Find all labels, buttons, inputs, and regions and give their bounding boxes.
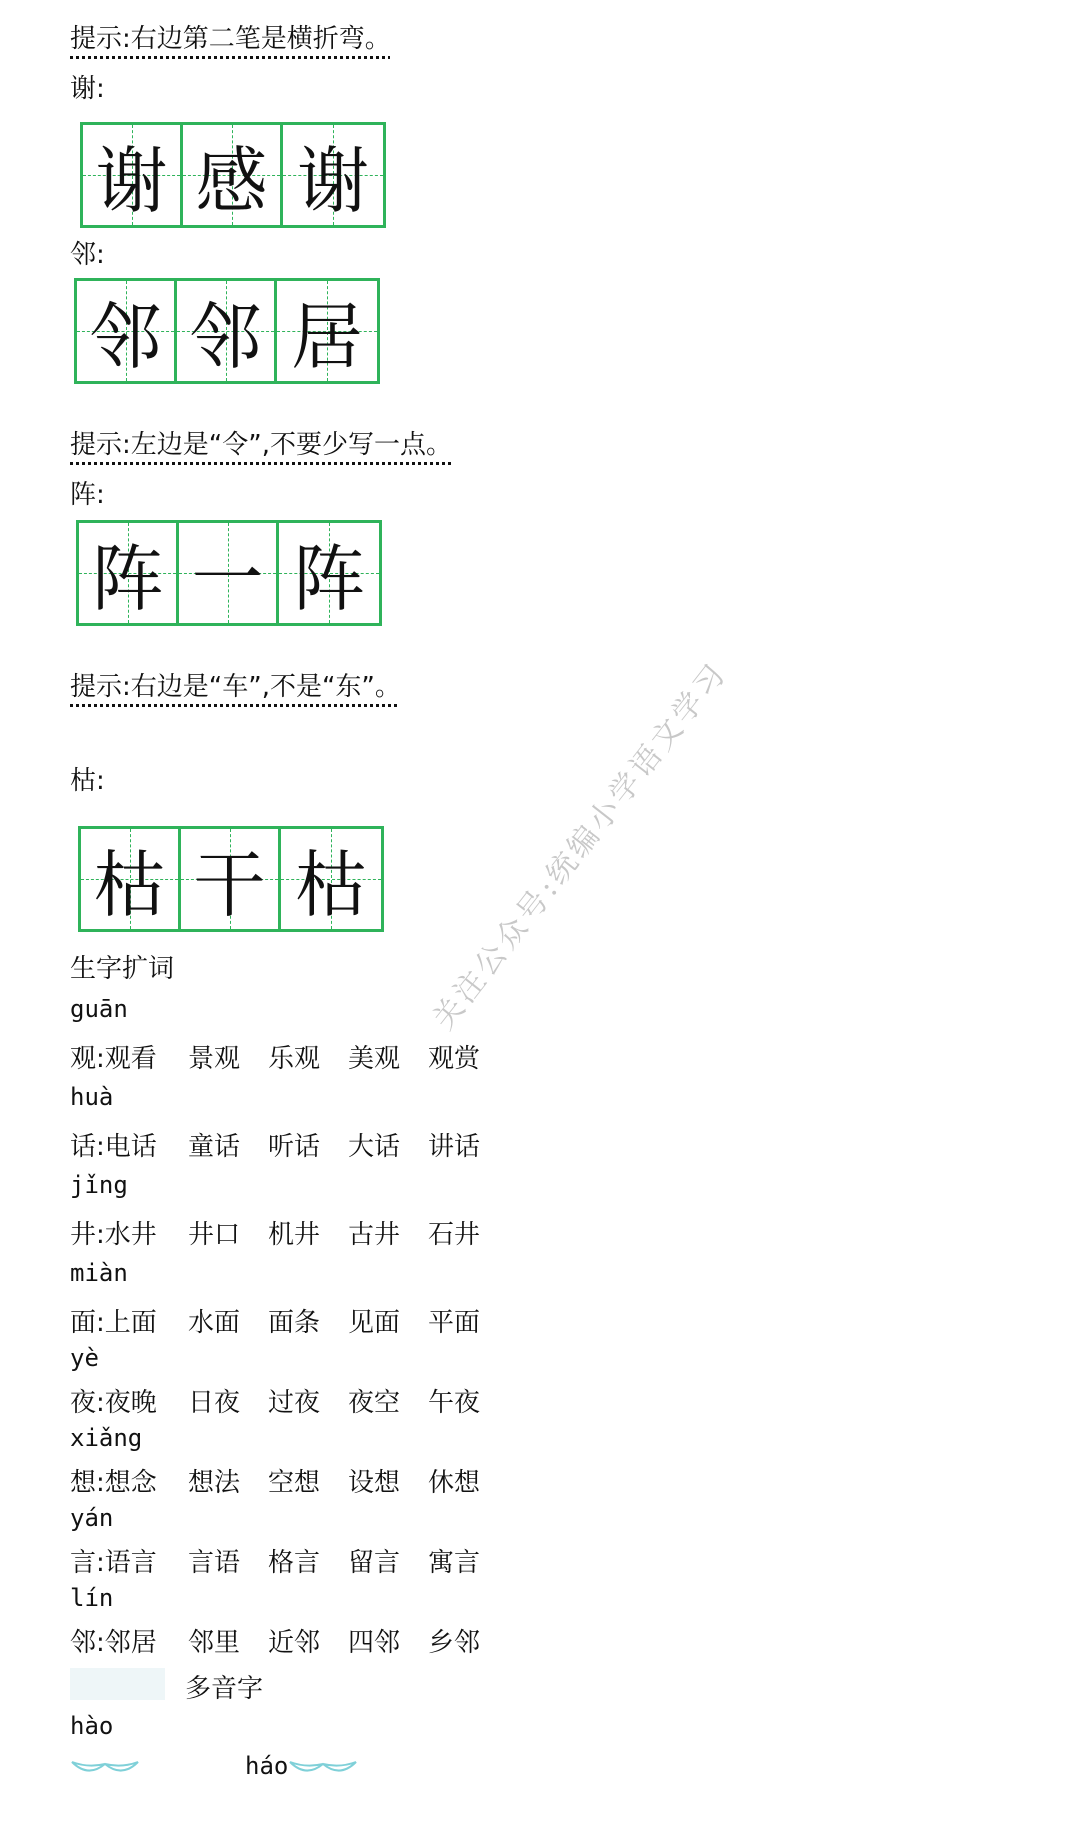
grid-char: 一	[191, 537, 264, 621]
grid-char: 感	[195, 139, 268, 223]
vocab-word: 夜空	[348, 1388, 401, 1418]
vocab-word: 观赏	[428, 1044, 481, 1074]
vocab-row-ye	[70, 1382, 508, 1419]
tianzige-xie	[80, 122, 386, 228]
grid-char: 居	[290, 295, 363, 379]
hint-2: 提示:左边是“令”,不要少写一点。	[70, 430, 452, 460]
grid-cell	[181, 829, 281, 929]
vocab-word: 童话	[188, 1132, 241, 1162]
vocab-word: 寓言	[428, 1548, 481, 1578]
grid-char: 谢	[296, 139, 369, 223]
vocab-head: 话:电话	[70, 1132, 157, 1162]
watermark: 关注公众号:统编小学语文学习	[426, 655, 735, 1037]
vocab-word: 井口	[188, 1220, 241, 1250]
grid-cell	[277, 281, 377, 381]
vocab-word: 午夜	[428, 1388, 481, 1418]
grid-char: 邻	[189, 295, 262, 379]
leaf-icon	[288, 1754, 358, 1776]
vocab-row-yan	[70, 1542, 508, 1579]
vocab-word: 休想	[428, 1468, 481, 1498]
vocab-word: 留言	[348, 1548, 401, 1578]
pinyin-hua: huà	[70, 1083, 114, 1111]
section-title: 生字扩词	[70, 954, 175, 984]
vocab-head: 井:水井	[70, 1220, 157, 1250]
vocab-word: 石井	[428, 1220, 481, 1250]
vocab-word: 邻里	[188, 1628, 241, 1658]
vocab-word: 古井	[348, 1220, 401, 1250]
pinyin-guan: guān	[70, 995, 128, 1023]
poly-pinyin-1: hào	[70, 1712, 114, 1740]
vocab-head: 夜:夜晚	[70, 1388, 157, 1418]
vocab-head: 面:上面	[70, 1308, 157, 1338]
char-label-ku: 枯:	[70, 766, 105, 796]
vocab-word: 四邻	[348, 1628, 401, 1658]
grid-char: 谢	[95, 139, 168, 223]
pinyin-xiang: xiǎng	[70, 1424, 143, 1452]
vocab-word: 见面	[348, 1308, 401, 1338]
vocab-word: 日夜	[188, 1388, 241, 1418]
grid-cell	[283, 125, 383, 225]
pinyin-ye: yè	[70, 1344, 99, 1372]
grid-cell	[279, 523, 379, 623]
poly-box	[70, 1668, 165, 1700]
vocab-row-hua	[70, 1126, 508, 1163]
char-label-zhen: 阵:	[70, 480, 105, 510]
grid-cell	[81, 829, 181, 929]
tianzige-zhen	[76, 520, 382, 626]
vocab-head: 观:观看	[70, 1044, 157, 1074]
vocab-word: 美观	[348, 1044, 401, 1074]
vocab-head: 邻:邻居	[70, 1628, 157, 1658]
vocab-word: 设想	[348, 1468, 401, 1498]
poly-pinyin-2: háo	[245, 1752, 289, 1780]
vocab-word: 格言	[268, 1548, 321, 1578]
grid-char: 邻	[89, 295, 162, 379]
vocab-row-guan	[70, 1038, 508, 1075]
grid-char: 枯	[294, 843, 367, 927]
vocab-word: 平面	[428, 1308, 481, 1338]
vocab-word: 机井	[268, 1220, 321, 1250]
grid-cell	[77, 281, 177, 381]
vocab-word: 大话	[348, 1132, 401, 1162]
tianzige-lin	[74, 278, 380, 384]
tianzige-ku	[78, 826, 384, 932]
grid-char: 枯	[93, 843, 166, 927]
grid-cell	[183, 125, 283, 225]
vocab-row-xiang	[70, 1462, 508, 1499]
hint-3: 提示:右边是“车”,不是“东”。	[70, 672, 401, 702]
grid-char: 阵	[91, 537, 164, 621]
vocab-word: 近邻	[268, 1628, 321, 1658]
char-label-lin: 邻:	[70, 240, 105, 270]
vocab-word: 过夜	[268, 1388, 321, 1418]
poly-title: 多音字	[185, 1674, 264, 1704]
grid-cell	[179, 523, 279, 623]
vocab-word: 想法	[188, 1468, 241, 1498]
vocab-word: 景观	[188, 1044, 241, 1074]
char-label-xie: 谢:	[70, 74, 105, 104]
vocab-word: 乐观	[268, 1044, 321, 1074]
pinyin-jing: jǐng	[70, 1171, 128, 1199]
pinyin-yan: yán	[70, 1504, 114, 1532]
pinyin-lin: lín	[70, 1584, 114, 1612]
grid-cell	[83, 125, 183, 225]
vocab-row-lin	[70, 1622, 508, 1659]
grid-cell	[281, 829, 381, 929]
vocab-word: 听话	[268, 1132, 321, 1162]
grid-cell	[79, 523, 179, 623]
vocab-word: 乡邻	[428, 1628, 481, 1658]
leaf-icon	[70, 1754, 140, 1776]
vocab-row-mian	[70, 1302, 508, 1339]
grid-char: 干	[193, 843, 266, 927]
vocab-word: 面条	[268, 1308, 321, 1338]
vocab-head: 想:想念	[70, 1468, 157, 1498]
grid-cell	[177, 281, 277, 381]
vocab-head: 言:语言	[70, 1548, 157, 1578]
vocab-word: 水面	[188, 1308, 241, 1338]
hint-1: 提示:右边第二笔是横折弯。	[70, 24, 391, 54]
vocab-word: 言语	[188, 1548, 241, 1578]
vocab-word: 讲话	[428, 1132, 481, 1162]
vocab-row-jing	[70, 1214, 508, 1251]
vocab-word: 空想	[268, 1468, 321, 1498]
grid-char: 阵	[292, 537, 365, 621]
pinyin-mian: miàn	[70, 1259, 128, 1287]
